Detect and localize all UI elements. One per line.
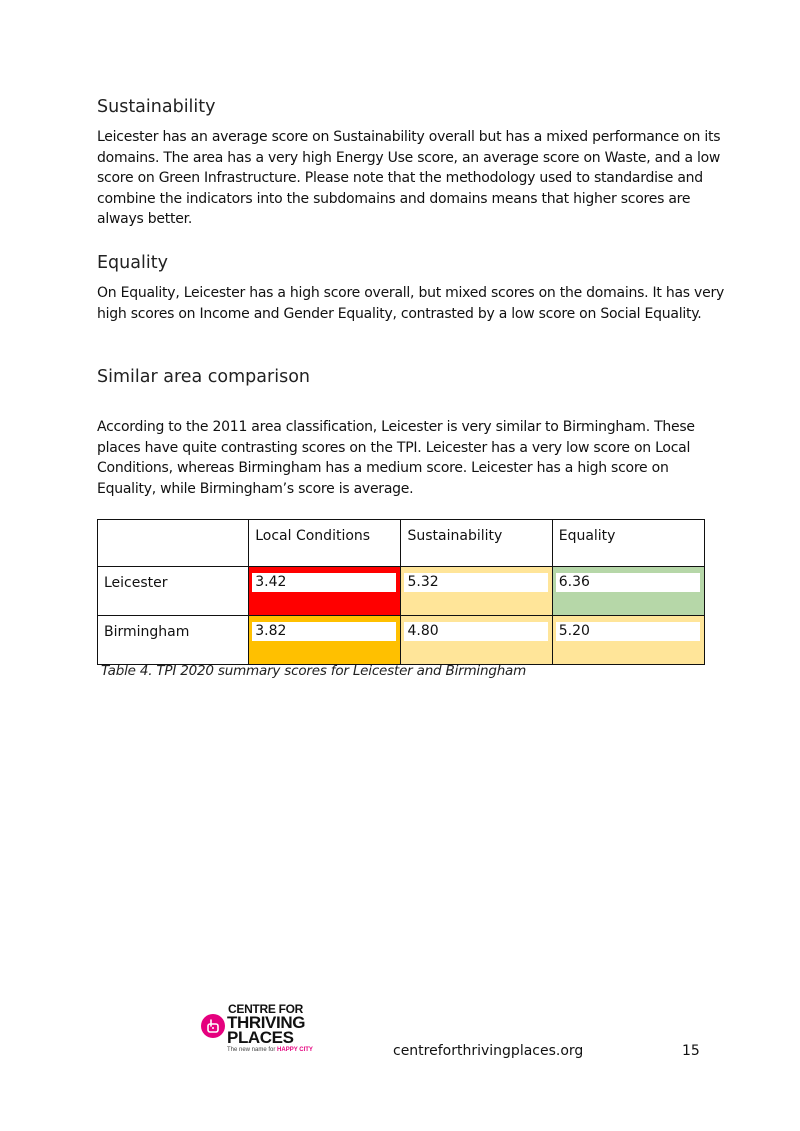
row-label: Leicester [98, 567, 249, 616]
logo-tagline [227, 1047, 313, 1053]
table-row [98, 616, 705, 665]
score-value: 5.20 [556, 622, 700, 641]
logo-text-line1: CENTRE FOR [228, 1002, 304, 1016]
table-header-cell [98, 520, 249, 567]
score-cell [249, 567, 401, 616]
table-row [98, 567, 705, 616]
table-header-row [98, 520, 705, 567]
table-header-cell: Equality [552, 520, 704, 567]
score-value: 4.80 [404, 622, 547, 641]
score-cell [401, 616, 552, 665]
equality-heading: Equality [97, 253, 168, 273]
logo-tagline-prefix: The new name for [227, 1047, 278, 1053]
similar-area-paragraph: According to the 2011 area classification, Leicester is very similar to Birmingham. These places have quite contrasting scores on the TPI. Leicester has a very low score on Local Conditions, whereas Birmingham has a medium score. Leicester has a high score on Equality, while Birmingham’s score is average. [97, 419, 695, 497]
sustainability-heading: Sustainability [97, 97, 216, 117]
logo-tagline-brand: HAPPY CITY [277, 1047, 313, 1053]
sustainability-paragraph: Leicester has an average score on Sustainability overall but has a mixed performance on its domains. The area has a very high Energy Use score, an average score on Waste, and a low score on Green Infrastructure. Please note that the methodology used to standardise and combine the indicators into the subdomains and domains means that higher scores are always better. [97, 129, 721, 228]
score-value: 5.32 [404, 573, 547, 592]
table-caption: Table 4. TPI 2020 summary scores for Leicester and Birmingham [101, 663, 527, 679]
score-value: 3.82 [252, 622, 396, 641]
logo-text-line3: PLACES [227, 1028, 294, 1047]
score-cell [401, 567, 552, 616]
footer-url[interactable]: centreforthrivingplaces.org [393, 1043, 584, 1059]
logo-text-line2: THRIVING [227, 1013, 306, 1032]
score-cell [552, 616, 704, 665]
table-header-cell: Sustainability [401, 520, 552, 567]
table-header-cell: Local Conditions [249, 520, 401, 567]
centre-for-thriving-places-logo[interactable] [200, 1002, 330, 1058]
row-label: Birmingham [98, 616, 249, 665]
page-number: 15 [682, 1043, 700, 1059]
scores-table [97, 519, 705, 665]
score-value: 6.36 [556, 573, 700, 592]
score-value: 3.42 [252, 573, 396, 592]
score-cell [552, 567, 704, 616]
score-cell [249, 616, 401, 665]
logo-mark-icon [201, 1014, 225, 1038]
equality-paragraph: On Equality, Leicester has a high score overall, but mixed scores on the domains. It has very high scores on Income and Gender Equality, contrasted by a low score on Social Equality. [97, 285, 724, 322]
similar-area-heading: Similar area comparison [97, 367, 310, 387]
